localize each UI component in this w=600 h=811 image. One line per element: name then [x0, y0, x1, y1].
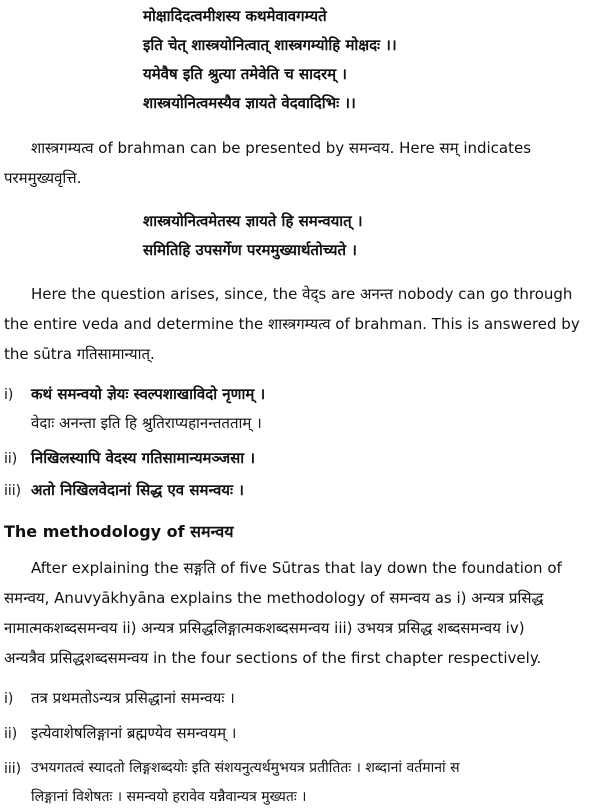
paragraph-line: समन्वय, Anuvyākhyāna explains the methodology of समन्वय as i) अन्यत्र प्रसिद्ध	[4, 589, 544, 607]
list-item-line: अतो निखिलवेदानां सिद्ध एव समन्वयः ।	[31, 481, 244, 499]
paragraph-line: the entire veda and determine the शास्त्रगम्यत्व of brahman. This is answered by	[4, 315, 580, 333]
list-item-line: निखिलस्यापि वेदस्य गतिसामान्यमञ्जसा ।	[31, 449, 256, 467]
paragraph-line: After explaining the सङ्गति of five Sūtras that lay down the foundation of	[31, 559, 562, 577]
list-item-line: कथं समन्वयो ज्ञेयः स्वल्पशाखाविदो नृणाम् ।	[31, 385, 266, 403]
list-number: iii)	[4, 483, 22, 499]
list-item-line: उभयगतत्वं स्यादतो लिङ्गशब्दयोः इति संशयनुत्यर्थमुभयत्र प्रतीतितः । शब्दानां वर्तमानां स	[31, 760, 460, 776]
paragraph-line: the sūtra गतिसामान्यात्.	[4, 345, 155, 363]
paragraph-line: परममुख्यवृत्ति.	[4, 169, 82, 187]
list-number: iii)	[4, 761, 22, 777]
list-item-line: तत्र प्रथमतोऽन्यत्र प्रसिद्धानां समन्वयः ।	[31, 689, 235, 707]
verse-line: यमेवैष इति श्रुत्या तमेवेति च सादरम् ।	[143, 65, 347, 83]
list-number: ii)	[4, 451, 18, 467]
verse-line: समितिहि उपसर्गेण परममुख्यार्थतोच्यते ।	[143, 241, 357, 259]
list-number: i)	[4, 691, 14, 707]
list-number: ii)	[4, 726, 18, 742]
list-number: i)	[4, 387, 14, 403]
verse-line: शास्त्रयोनित्वमेतस्य ज्ञायते हि समन्वयात् ।	[143, 212, 363, 230]
paragraph-line: अन्यत्रैव प्रसिद्धशब्दसमन्वय in the four sections of the first chapter respectively.	[4, 649, 542, 667]
verse-line: इति चेत् शास्त्रयोनित्वात् शास्त्रगम्योहि मोक्षदः ।।	[143, 36, 397, 54]
verse-line: मोक्षादिदत्वमीशस्य कथमेवावगम्यते	[143, 7, 327, 25]
verse-line: शास्त्रयोनित्वमस्यैव ज्ञायते वेदवादिभिः ।।	[143, 94, 356, 112]
paragraph-line: Here the question arises, since, the वेद्s are अनन्त nobody can go through	[31, 285, 573, 303]
list-item-line: वेदाः अनन्ता इति हि श्रुतिराप्यहानन्ततताम् ।	[31, 414, 262, 432]
list-item-line: इत्येवाशेषलिङ्गानां ब्रह्मण्येव समन्वयम् ।	[31, 724, 237, 742]
section-heading: The methodology of समन्वय	[4, 522, 234, 541]
list-item-line: लिङ्गानां विशेषतः । समन्वयो हरावेव यन्नैवान्यत्र मुख्यतः ।	[31, 789, 307, 805]
paragraph-line: नामात्मकशब्दसमन्वय ii) अन्यत्र प्रसिद्धलिङ्गात्मकशब्दसमन्वय iii) उभयत्र प्रसिद्ध शब्दसमन्वय iv)	[4, 619, 525, 637]
paragraph-line: शास्त्रगम्यत्व of brahman can be presented by समन्वय. Here सम् indicates	[31, 139, 532, 157]
